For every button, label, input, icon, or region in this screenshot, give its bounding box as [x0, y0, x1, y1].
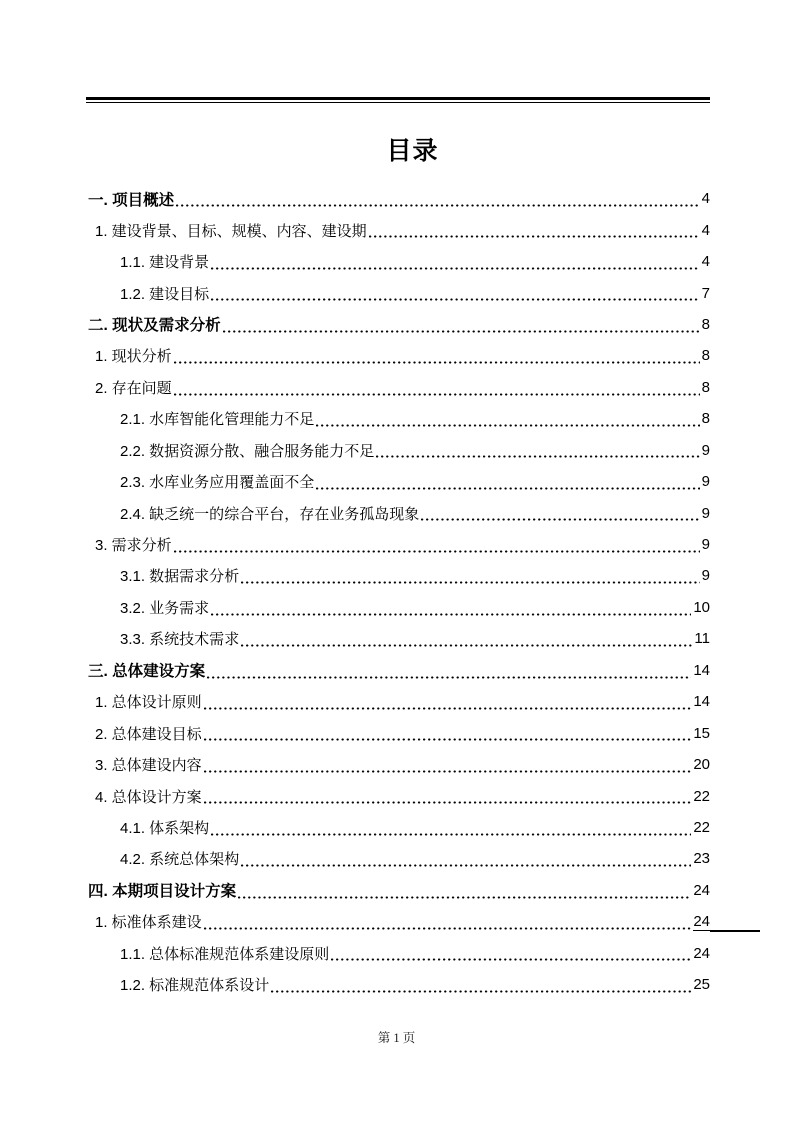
toc-entry[interactable] — [88, 906, 710, 937]
toc-page-number: 24 — [693, 912, 710, 930]
toc-page-number: 4 — [701, 253, 710, 271]
dot-leader — [211, 833, 691, 836]
toc-page-number: 8 — [701, 378, 710, 396]
toc-page-number: 8 — [701, 315, 710, 333]
toc-entry-label: 一. 项目概述 — [88, 191, 175, 209]
toc-entry[interactable] — [88, 309, 710, 340]
header-divider — [86, 97, 710, 103]
toc-entry[interactable] — [88, 623, 710, 654]
dot-leader — [376, 455, 699, 458]
toc-entry[interactable] — [88, 812, 710, 843]
toc-page-number: 22 — [693, 818, 710, 836]
toc-page-number: 20 — [693, 756, 710, 774]
dot-leader — [211, 298, 699, 301]
dot-leader — [331, 958, 691, 961]
dot-leader — [204, 770, 692, 773]
toc-page-number: 9 — [701, 504, 710, 522]
toc-entry-label: 二. 现状及需求分析 — [88, 317, 221, 335]
toc-entry-label: 4.1. 体系架构 — [120, 819, 210, 837]
toc-entry[interactable] — [88, 372, 710, 403]
toc-page-number: 9 — [701, 441, 710, 459]
dot-leader — [241, 581, 699, 584]
toc-entry[interactable] — [88, 340, 710, 371]
toc-entry-label: 1.2. 建设目标 — [120, 285, 210, 303]
dot-leader — [176, 204, 700, 207]
toc-title: 目录 — [386, 137, 439, 165]
toc-entry[interactable] — [88, 686, 710, 717]
toc-page-number: 11 — [694, 630, 710, 648]
dot-leader — [316, 487, 699, 490]
toc-page-number: 25 — [693, 976, 710, 994]
page-number-footer: 第 1 页 — [377, 1031, 416, 1045]
toc-entry-label: 三. 总体建设方案 — [88, 663, 206, 681]
dot-leader — [223, 330, 700, 333]
dot-leader — [421, 518, 699, 521]
toc-page-number: 7 — [701, 284, 710, 302]
toc-page-number: 9 — [701, 536, 710, 554]
dot-leader — [316, 424, 699, 427]
toc-page-number: 24 — [693, 944, 710, 962]
toc-entry[interactable] — [88, 592, 710, 623]
toc-entry-label: 1. 标准体系建设 — [95, 914, 202, 932]
toc-page-number: 23 — [693, 850, 710, 868]
toc-entry[interactable] — [88, 843, 710, 874]
toc-entry-label: 4.2. 系统总体架构 — [120, 851, 240, 869]
dot-leader — [174, 550, 700, 553]
toc-entry[interactable] — [88, 780, 710, 811]
toc-entry-label: 3. 总体建设内容 — [95, 757, 202, 775]
dot-leader — [271, 990, 691, 993]
toc-entry-label: 3. 需求分析 — [95, 537, 172, 555]
toc-entry-label: 四. 本期项目设计方案 — [88, 883, 237, 901]
toc-entry-label: 1.1. 总体标准规范体系建设原则 — [120, 945, 330, 963]
dot-leader — [204, 927, 692, 930]
toc-entry[interactable] — [88, 938, 710, 969]
toc-entry-label: 4. 总体设计方案 — [95, 788, 202, 806]
toc-entry[interactable] — [88, 466, 710, 497]
toc-entry-label: 2.2. 数据资源分散、融合服务能力不足 — [120, 442, 375, 460]
toc-page-number: 4 — [701, 221, 710, 239]
toc-page-number: 22 — [693, 787, 710, 805]
dot-leader — [204, 801, 692, 804]
toc-entry-label: 3.1. 数据需求分析 — [120, 568, 240, 586]
toc-entry-label: 1.1. 建设背景 — [120, 254, 210, 272]
toc-entry[interactable] — [88, 529, 710, 560]
dot-leader — [204, 707, 692, 710]
toc-list — [88, 183, 710, 1000]
toc-page-number: 9 — [701, 567, 710, 585]
toc-entry[interactable] — [88, 246, 710, 277]
toc-page-number: 4 — [701, 190, 710, 208]
toc-entry-label: 1. 建设背景、目标、规模、内容、建设期 — [95, 222, 367, 240]
toc-page-number: 14 — [693, 693, 710, 711]
toc-entry[interactable] — [88, 435, 710, 466]
toc-entry-label: 2. 总体建设目标 — [95, 725, 202, 743]
toc-entry-label: 1. 总体设计原则 — [95, 694, 202, 712]
toc-page-number: 10 — [693, 598, 710, 616]
toc-page-number: 15 — [693, 724, 710, 742]
toc-entry[interactable] — [88, 875, 710, 906]
dot-leader — [211, 267, 699, 270]
dot-leader — [211, 613, 691, 616]
toc-entry-label: 3.3. 系统技术需求 — [120, 631, 240, 649]
toc-entry-label: 1. 现状分析 — [95, 348, 172, 366]
toc-entry-label: 1.2. 标准规范体系设计 — [120, 977, 270, 995]
toc-entry[interactable] — [88, 749, 710, 780]
toc-entry-label: 2. 存在问题 — [95, 379, 172, 397]
dot-leader — [174, 393, 700, 396]
dot-leader — [174, 361, 700, 364]
dot-leader — [238, 896, 691, 899]
toc-entry[interactable] — [88, 717, 710, 748]
toc-page-number: 14 — [693, 661, 710, 679]
toc-entry[interactable] — [88, 183, 710, 214]
toc-entry[interactable] — [88, 214, 710, 245]
toc-entry-label: 2.1. 水库智能化管理能力不足 — [120, 411, 315, 429]
toc-entry-label: 3.2. 业务需求 — [120, 599, 210, 617]
dot-leader — [204, 738, 692, 741]
toc-page-number: 8 — [701, 410, 710, 428]
toc-entry[interactable] — [88, 277, 710, 308]
toc-entry-label: 2.4. 缺乏统一的综合平台，存在业务孤岛现象 — [120, 505, 420, 523]
toc-entry[interactable] — [88, 497, 710, 528]
dot-leader — [241, 864, 691, 867]
toc-entry[interactable] — [88, 403, 710, 434]
toc-entry[interactable] — [88, 969, 710, 1000]
dot-leader — [369, 235, 700, 238]
toc-entry[interactable] — [88, 655, 710, 686]
dot-leader — [241, 644, 692, 647]
toc-entry-label: 2.3. 水库业务应用覆盖面不全 — [120, 474, 315, 492]
toc-page-number: 8 — [701, 347, 710, 365]
toc-page-number: 24 — [693, 881, 710, 899]
toc-entry[interactable] — [88, 560, 710, 591]
toc-page-number: 9 — [701, 473, 710, 491]
dot-leader — [207, 676, 691, 679]
